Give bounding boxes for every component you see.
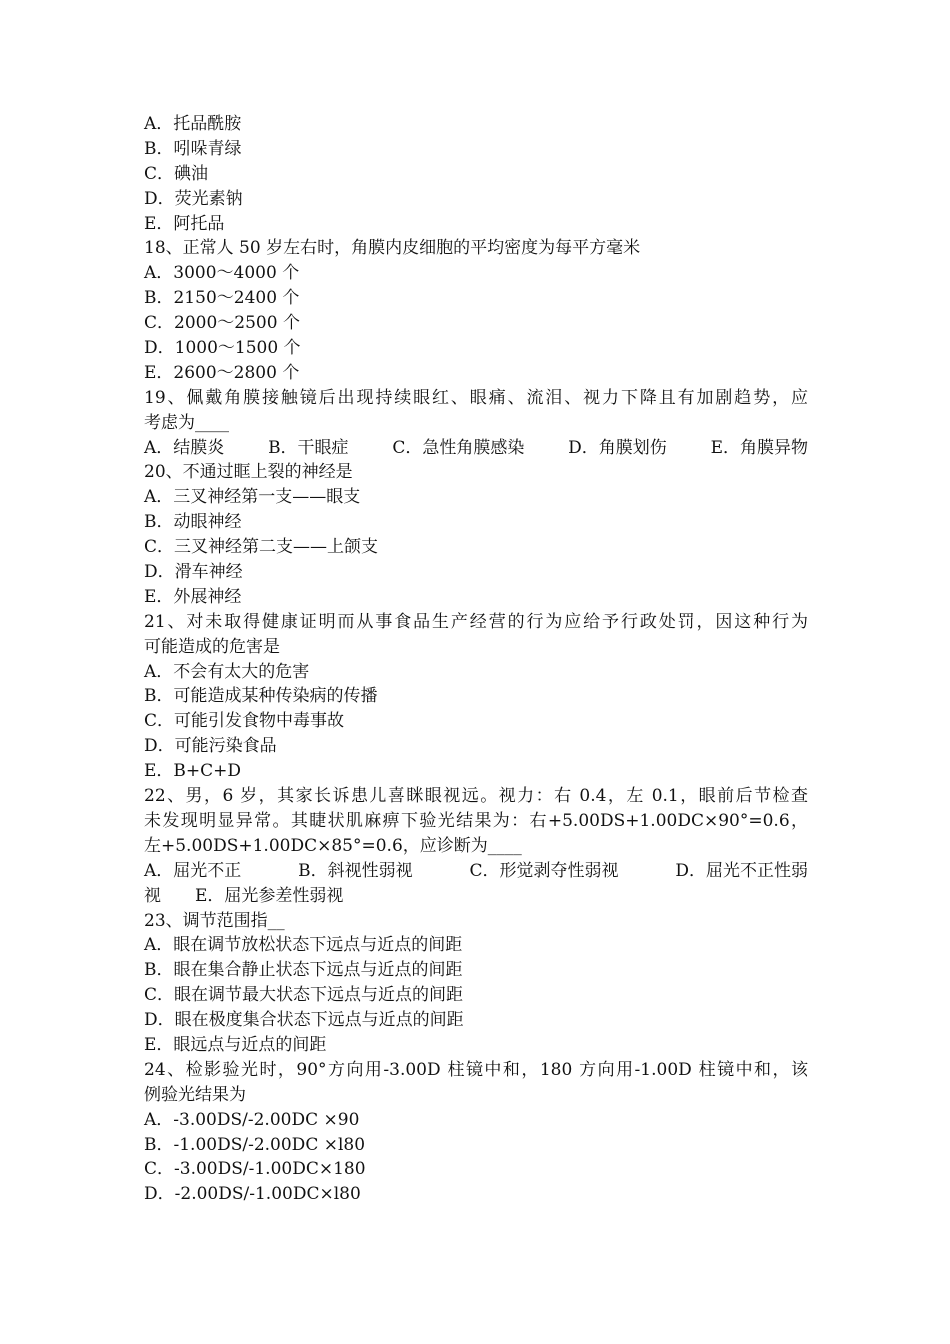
- q17-option-d: D．荧光素钠: [144, 188, 243, 209]
- q19-option-a: A．结膜炎: [144, 437, 225, 458]
- q19-option-c: C．急性角膜感染: [392, 437, 525, 458]
- q23-option-e: E．眼远点与近点的间距: [144, 1034, 327, 1055]
- question-18: [144, 236, 808, 385]
- q22-option-b: B．斜视性弱视: [298, 860, 413, 881]
- question-stem: 18、正常人 50 岁左右时，角膜内皮细胞的平均密度为每平方毫米: [144, 238, 641, 259]
- q19-option-e: E．角膜异物: [710, 437, 808, 458]
- q19-options-row: [144, 436, 808, 461]
- question-23: [144, 909, 808, 1058]
- q17-options: [144, 112, 808, 236]
- q20-option-e: E．外展神经: [144, 586, 242, 607]
- q19-option-d: D．角膜划伤: [568, 437, 667, 458]
- q23-option-d: D．眼在极度集合状态下远点与近点的间距: [144, 1010, 464, 1031]
- q18-option-b: B．2150～2400 个: [144, 288, 300, 309]
- question-24: [144, 1058, 808, 1207]
- q18-option-c: C．2000～2500 个: [144, 313, 300, 334]
- question-19: [144, 386, 808, 461]
- question-stem-line-2: 例验光结果为: [144, 1084, 246, 1105]
- q18-option-e: E．2600～2800 个: [144, 362, 300, 383]
- q24-option-d: D．-2.00DS/-1.00DC×l80: [144, 1184, 361, 1205]
- question-stem-line-1: 19、佩戴角膜接触镜后出现持续眼红、眼痛、流泪、视力下降且有加剧趋势，应: [144, 387, 808, 408]
- question-21: [144, 610, 808, 784]
- q21-option-d: D．可能污染食品: [144, 736, 277, 757]
- question-stem-line-1: 21、对未取得健康证明而从事食品生产经营的行为应给予行政处罚，因这种行为: [144, 611, 808, 632]
- q24-option-b: B．-1.00DS/-2.00DC ×l80: [144, 1134, 366, 1155]
- question-stem-line-3: 左+5.00DS+1.00DC×85°=0.6，应诊断为____: [144, 835, 522, 856]
- q23-option-c: C．眼在调节最大状态下远点与近点的间距: [144, 985, 464, 1006]
- q17-option-a: A．托品酰胺: [144, 114, 242, 134]
- q20-option-b: B．动眼神经: [144, 512, 242, 533]
- q17-option-e: E．阿托品: [144, 213, 225, 234]
- q23-option-a: A．眼在调节放松状态下远点与近点的间距: [144, 935, 463, 956]
- q24-option-c: C．-3.00DS/-1.00DC×180: [144, 1159, 366, 1180]
- q20-option-d: D．滑车神经: [144, 562, 243, 583]
- question-stem-line-2: 可能造成的危害是: [144, 636, 280, 657]
- q18-option-a: A．3000～4000 个: [144, 263, 300, 284]
- q17-option-c: C．碘油: [144, 163, 209, 184]
- q24-option-a: A．-3.00DS/-2.00DC ×90: [144, 1109, 360, 1130]
- question-stem-line-1: 24、检影验光时，90°方向用-3.00D 柱镜中和，180 方向用-1.00D 柱镜中和，该: [144, 1059, 808, 1080]
- q20-option-c: C．三叉神经第二支——上颌支: [144, 537, 379, 558]
- q22-options-row: [144, 859, 808, 884]
- q22-option-d: D．屈光不正性弱: [675, 860, 808, 881]
- q21-option-a: A．不会有太大的危害: [144, 661, 310, 682]
- question-stem: 20、不通过眶上裂的神经是: [144, 462, 353, 483]
- question-stem-line-2: 未发现明显异常。其睫状肌麻痹下验光结果为：右+5.00DS+1.00DC×90°=0.6，: [144, 810, 808, 831]
- q21-option-e: E．B+C+D: [144, 761, 242, 782]
- document-page: [144, 112, 808, 1207]
- question-stem: 23、调节范围指__: [144, 910, 285, 931]
- question-20: [144, 460, 808, 609]
- question-stem-line-1: 22、男，6 岁，其家长诉患儿喜眯眼视远。视力：右 0.4，左 0.1，眼前后节检查: [144, 786, 808, 807]
- q21-option-b: B．可能造成某种传染病的传播: [144, 686, 378, 707]
- q21-option-c: C．可能引发食物中毒事故: [144, 711, 345, 732]
- question-stem-line-2: 考虑为____: [144, 412, 229, 433]
- q20-option-a: A．三叉神经第一支——眼支: [144, 487, 361, 508]
- q22-option-c: C．形觉剥夺性弱视: [469, 860, 619, 881]
- q18-option-d: D．1000～1500 个: [144, 338, 301, 359]
- q17-option-b: B．吲哚青绿: [144, 138, 242, 159]
- q23-option-b: B．眼在集合静止状态下远点与近点的间距: [144, 960, 463, 981]
- q19-option-b: B．干眼症: [268, 437, 349, 458]
- q22-option-a: A．屈光不正: [144, 860, 242, 881]
- q22-options-row-2: 视 E．屈光参差性弱视: [144, 885, 344, 906]
- question-22: [144, 784, 808, 908]
